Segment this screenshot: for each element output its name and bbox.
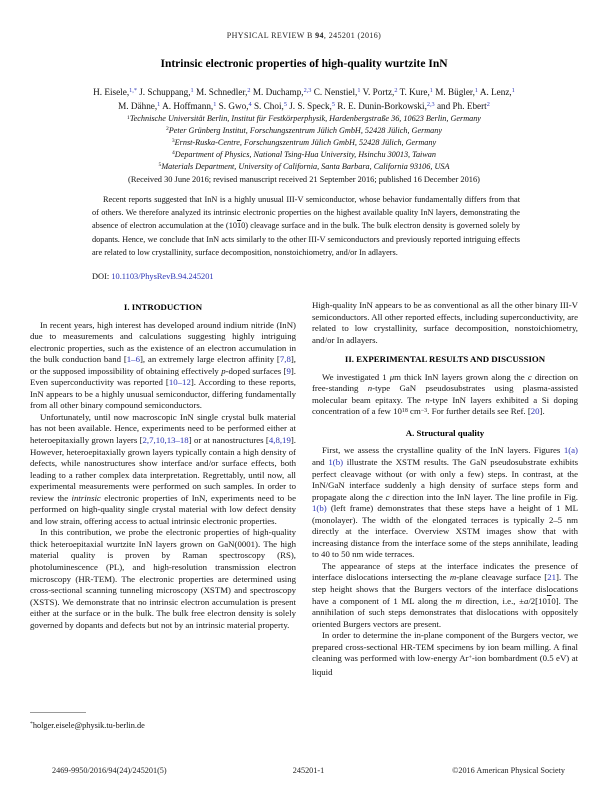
journal-header xyxy=(0,31,608,40)
text-segment: a xyxy=(523,595,529,606)
text-segment: J. S. Speck, xyxy=(286,101,332,111)
text-segment: II. EXPERIMENTAL RESULTS AND DISCUSSION xyxy=(344,354,546,365)
text-segment: m thick InN layers grown along the xyxy=(394,371,528,382)
citation-link[interactable]: 7,8 xyxy=(279,354,291,365)
paragraph xyxy=(312,630,578,678)
text-segment: c xyxy=(385,491,390,502)
footnote-email: holger.eisele@physik.tu-berlin.de xyxy=(32,721,145,730)
doi-label: DOI: xyxy=(92,272,112,281)
footnote-marker: * xyxy=(30,721,33,728)
text-segment: T. Kure, xyxy=(397,87,430,97)
section-heading xyxy=(312,354,578,366)
text-segment: direction on free-standing xyxy=(312,371,578,394)
text-segment: A. Lenz, xyxy=(478,87,512,97)
footnote xyxy=(30,712,145,730)
text-segment: ]. xyxy=(539,406,545,417)
text-segment: I. INTRODUCTION xyxy=(123,302,203,312)
affiliation-number: 5 xyxy=(158,162,162,169)
subsection-heading xyxy=(312,428,578,440)
text-segment: M. Dähne, xyxy=(118,101,158,111)
section-heading xyxy=(30,302,296,314)
citation-link[interactable]: 1 xyxy=(157,101,161,109)
text-segment: M. Schnedler, xyxy=(193,87,248,97)
citation-link[interactable]: 2,3 xyxy=(303,87,312,95)
affiliation-number: 4 xyxy=(172,150,175,157)
right-column xyxy=(312,300,578,678)
text-segment: electronic properties of InN, experiments need to be performed on high-quality single crystal material with low defect density and low strain, offering access to actual intrinsic electronic properties. xyxy=(30,492,296,526)
text-segment: ]. According to these reports, InN appears to be a highly unusual semiconductor, differing fundamentally from all other binary compound semiconductors. xyxy=(30,377,296,411)
paragraph xyxy=(30,412,296,527)
text-segment: We investigated 1 xyxy=(322,371,390,382)
text-segment: ], an extremely large electron affinity [ xyxy=(139,354,280,365)
text-segment: H. Eisele, xyxy=(93,87,130,97)
text-segment: R. E. Dunin-Borkowski, xyxy=(334,101,427,111)
citation-link[interactable]: 1 xyxy=(474,87,479,95)
paper-title: Intrinsic electronic properties of high-quality wurtzite InN xyxy=(160,58,448,70)
text-segment: First, we assess the crystalline quality of the InN layers. Figures xyxy=(322,445,564,456)
paragraph xyxy=(312,561,578,630)
author-line-1 xyxy=(30,86,578,100)
text-segment: n xyxy=(367,383,373,394)
text-segment: cm xyxy=(407,406,421,417)
text-segment: M. Duchamp, xyxy=(250,87,304,97)
doi-link[interactable]: 10.1103/PhysRevB.94.245201 xyxy=(111,272,214,281)
author-block xyxy=(30,86,578,114)
text-segment: -plane cleavage surface [ xyxy=(456,572,548,583)
text-segment: 0]. The annihilation of such steps demonstrates that dislocations with oppositely oriented Burgers vectors are present. xyxy=(312,595,578,629)
citation-link[interactable]: 1 xyxy=(190,87,194,95)
affiliation-line xyxy=(40,138,568,150)
citation-link[interactable]: 2 xyxy=(247,87,251,95)
text-segment: (left frame) demonstrates that these steps have a height of 1 ML (monolayer). The width of the elongated terraces is typically 2–5 nm directly at the interface. Overview XSTM images show that with increasing distance from the interface some of the steps annihilate, leading to 40 to 50 nm wide terraces. xyxy=(312,503,578,560)
citation-link[interactable]: 1 xyxy=(511,87,515,95)
citation-link[interactable]: 5 xyxy=(331,101,335,109)
citation-link[interactable]: 1–6 xyxy=(126,354,140,365)
paragraph xyxy=(312,372,578,420)
citation-link[interactable]: 2 xyxy=(486,101,490,109)
body-columns xyxy=(30,300,578,678)
citation-link[interactable]: 21 xyxy=(547,572,557,583)
text-segment: m xyxy=(455,595,462,606)
affiliation-line xyxy=(40,162,568,174)
text-segment: High-quality InN appears to be as conventional as all the other binary III-V semiconductors. All other reported effects, including superconductivity, are related to low crystallinity, surface decomposition, nonstoichiometry, and/or In adlayers. xyxy=(312,300,578,345)
text-segment: μ xyxy=(389,371,395,382)
citation-link[interactable]: 1,* xyxy=(129,87,137,95)
affiliation-line xyxy=(40,114,568,126)
text-segment: ]. The step height shows that the Burgers vectors of the interface dislocations have a component of 1 ML along the xyxy=(312,572,578,606)
affiliation-number: 1 xyxy=(127,114,130,121)
text-segment: PHYSICAL REVIEW B xyxy=(226,31,316,40)
citation-link[interactable]: 10–12 xyxy=(168,377,191,388)
footnote-email-line xyxy=(30,721,145,730)
text-segment: . For further details see Ref. [ xyxy=(427,406,531,417)
text-segment: A. Structural quality xyxy=(405,427,485,438)
footer-page-number: 245201-1 xyxy=(292,766,325,775)
text-segment: -type GaN pseudosubstrates using plasma-assisted molecular beam epitaxy. The xyxy=(312,383,579,405)
text-segment: S. Gwo, xyxy=(216,101,249,111)
text-segment: 0) cleavage surface and in the bulk. The bulk electron density is governed solely by dopants. Hence, we conclude that InN acts similarly to the other III-V semiconductors and previously reported intriguing effects are related to low crystallinity, surface decomposition, nonstoichiometry, and/or In adlayers. xyxy=(92,221,520,257)
text-segment: -doped surfaces [ xyxy=(225,365,287,376)
citation-link[interactable]: 4 xyxy=(248,101,252,109)
text-segment: In recent years, high interest has developed around indium nitride (InN) due to measurements and calculations suggesting highly intriguing electronic properties, such as the existence of an electron accumulation in the bulk conduction band [ xyxy=(30,319,296,365)
affiliation-line xyxy=(40,150,568,162)
affiliation-line xyxy=(40,126,568,138)
text-segment: ], or the supposed impossibility of obtaining effectively xyxy=(30,354,296,376)
text-segment: Unfortunately, until now macroscopic InN single crystal bulk material has not been available. Hence, experiments need to be performed either at heteroepitaxially grown layers [ xyxy=(30,411,296,446)
text-segment: Recent reports suggested that InN is a highly unusual III-V semiconductor, whose behavior fundamentally differs from that of others. We therefore analyzed its intrinsic electronic properties on the highest available quality InN layers, demonstrating the absence of electron accumulation at the (10 xyxy=(92,195,520,231)
text-segment: n xyxy=(425,394,430,405)
citation-link[interactable]: 5 xyxy=(283,101,287,109)
text-segment: V. Portz, xyxy=(360,87,395,97)
citation-link[interactable]: 2,3 xyxy=(426,101,435,109)
text-segment: -ion bombardment (0.5 eV) at liquid xyxy=(312,653,578,677)
text-segment: ]. Even superconductivity was reported [ xyxy=(30,365,297,388)
affiliation-text: Technische Universität Berlin, Institut für Festkörperphysik, Hardenbergstraße 36, 10623 Berlin, Germany xyxy=(129,114,481,123)
abstract-text xyxy=(92,193,520,259)
text-segment: S. Choi, xyxy=(251,101,284,111)
paragraph xyxy=(312,300,578,346)
text-segment: 18 xyxy=(401,407,408,414)
footer-copyright: ©2016 American Physical Society xyxy=(452,766,565,775)
text-segment: and xyxy=(312,457,329,468)
citation-link[interactable]: 4,8,19 xyxy=(268,435,291,446)
paragraph xyxy=(312,445,578,560)
citation-link[interactable]: 1(a) xyxy=(563,445,578,456)
text-segment: intrinsic xyxy=(71,492,101,503)
affiliation-number: 3 xyxy=(171,138,175,145)
text-segment: 1 xyxy=(546,595,552,606)
page-footer xyxy=(52,766,565,775)
citation-link[interactable]: 1 xyxy=(429,87,433,95)
paragraph xyxy=(30,320,296,412)
text-segment: In this contribution, we probe the electronic properties of high-quality thick heteroepitaxial wurtzite InN layers grown on GaN(0001). The high material quality is proven by Raman spectroscopy (RS), photoluminescence (PL), and high-resolution transmission electron microscopy (HR-TEM). The electronic properties are determined using cross-sectional scanning tunneling microscopy (XSTM) and spectroscopy (XSTS). We demonstrate that no intrinsic electron accumulation is present either at the surface or in the bulk. The bulk free electron density is solely governed by dopants and defects but not by an intrinsic material property. xyxy=(30,527,296,630)
author-line-2 xyxy=(30,100,578,114)
citation-link[interactable]: 9 xyxy=(286,365,291,376)
text-segment: -type InN layers exhibited a Si doping concentration of a few 10 xyxy=(312,394,578,417)
text-segment: In order to determine the in-plane component of the Burgers vector, we prepared cross-sectional HR-TEM specimens by ion beam milling. A final cleaning was performed with low-energy Ar xyxy=(312,630,578,664)
text-segment: 1 xyxy=(237,221,242,231)
received-line: (Received 30 June 2016; revised manuscript received 21 September 2016; published 16 December 2016) xyxy=(128,175,480,184)
text-segment: 94 xyxy=(315,31,324,40)
text-segment: p xyxy=(221,365,226,376)
text-segment: m xyxy=(449,572,457,583)
text-segment: direction, i.e., ± xyxy=(461,595,524,606)
text-segment: ]. However, heteroepitaxially grown layers typically contain a high density of defects, while nanostructures show interface and/or surface effects, both leading to a rather complex data interpretation. Regrettably, until now, all experimental measurements were performed on such samples. In order to review the xyxy=(30,435,296,503)
footnote-rule xyxy=(30,712,86,713)
affiliation-text: Ernst-Ruska-Centre, Forschungszentrum Jülich GmbH, 52428 Jülich, Germany xyxy=(174,137,437,147)
paragraph xyxy=(30,527,296,631)
affiliation-text: Peter Grünberg Institut, Forschungszentrum Jülich GmbH, 52428 Jülich, Germany xyxy=(168,125,443,135)
footer-issn: 2469-9950/2016/94(24)/245201(5) xyxy=(52,766,167,775)
text-segment: −3 xyxy=(420,407,428,414)
citation-link[interactable]: 2,7,10,13–18 xyxy=(142,435,189,446)
text-segment: J. Schuppang, xyxy=(136,87,191,97)
affiliation-number: 2 xyxy=(165,126,169,133)
text-segment: M. Bügler, xyxy=(432,87,475,97)
left-column xyxy=(30,300,296,678)
citation-link[interactable]: 2 xyxy=(394,87,398,95)
citation-link[interactable]: 1 xyxy=(213,101,217,109)
citation-link[interactable]: 1 xyxy=(357,87,361,95)
text-segment: direction into the InN layer. The line profile in Fig. xyxy=(389,491,578,502)
affiliation-text: Materials Department, University of California, Santa Barbara, California 93106, USA xyxy=(161,161,450,171)
affiliation-text: Department of Physics, National Tsing-Hua University, Hsinchu 30013, Taiwan xyxy=(174,149,436,159)
text-segment: c xyxy=(527,371,532,382)
text-segment: illustrate the XSTM results. The GaN pseudosubstrate exhibits perfect cleavage without (or with only a few) steps. In contrast, at the InN/GaN interface suddenly a high density of surface steps form and propagate along the xyxy=(312,457,578,502)
affiliation-list xyxy=(40,114,568,174)
text-segment: + xyxy=(468,654,472,661)
text-segment: /2[10 xyxy=(528,595,547,606)
text-segment: C. Nenstiel, xyxy=(311,87,358,97)
text-segment: A. Hoffmann, xyxy=(160,101,214,111)
text-segment: and Ph. Ebert xyxy=(434,101,487,111)
doi-line xyxy=(92,272,214,281)
text-segment: ] or at nanostructures [ xyxy=(188,435,269,446)
citation-link[interactable]: 1(b) xyxy=(312,503,327,514)
citation-link[interactable]: 1(b) xyxy=(328,457,344,468)
citation-link[interactable]: 20 xyxy=(530,406,540,417)
text-segment: The appearance of steps at the interface indicates the presence of interface dislocations intersecting the xyxy=(312,560,578,583)
text-segment: , 245201 (2016) xyxy=(323,31,382,40)
